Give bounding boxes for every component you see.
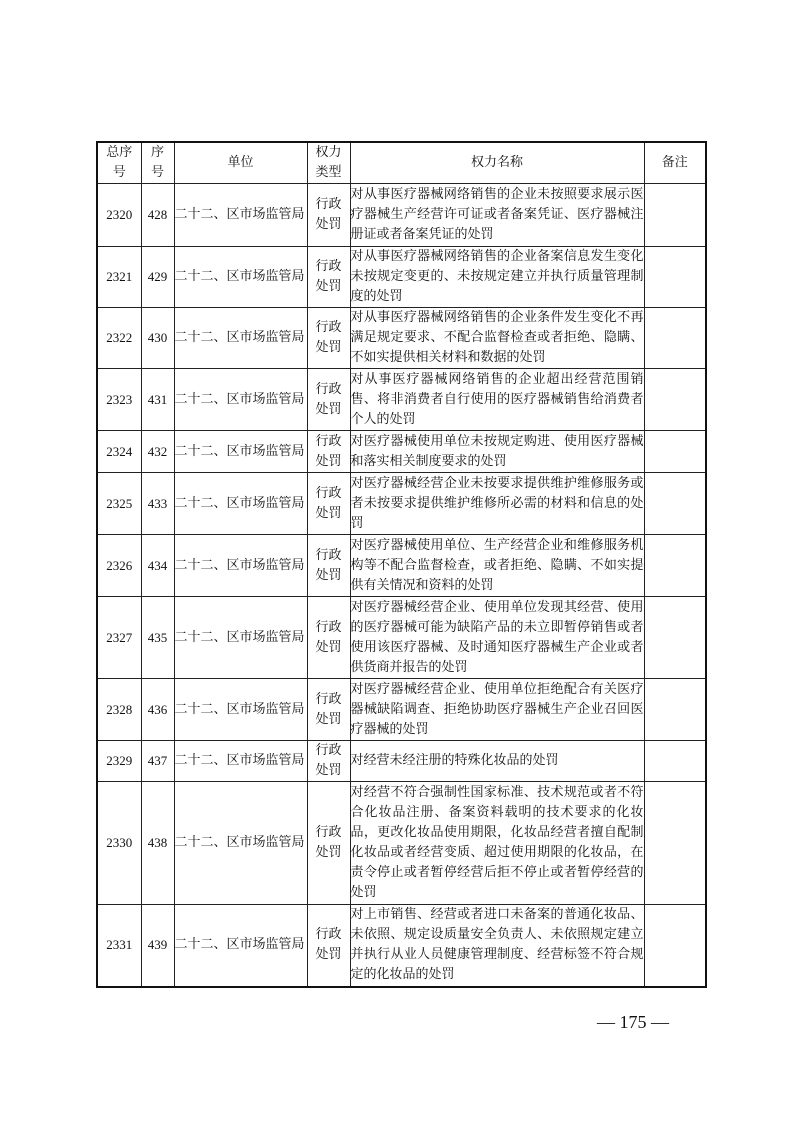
table-row: [97, 473, 706, 535]
cell-power-name: 对医疗器械使用单位未按规定购进、使用医疗器械和落实相关制度要求的处罚: [350, 431, 644, 473]
cell-power-type: 行政处罚: [307, 905, 350, 987]
cell-note: [644, 184, 706, 247]
table-header-row: [97, 142, 706, 184]
cell-power-name: 对从事医疗器械网络销售的企业超出经营范围销售、将非消费者自行使用的医疗器械销售给消费者个人的处罚: [350, 369, 644, 431]
table-row: [97, 184, 706, 247]
cell-unit: 二十二、区市场监管局: [174, 431, 307, 473]
header-seq: 序号: [141, 142, 174, 184]
cell-note: [644, 782, 706, 905]
cell-note: [644, 679, 706, 741]
cell-note: [644, 473, 706, 535]
cell-seq: 438: [141, 782, 174, 905]
cell-power-type: 行政处罚: [307, 597, 350, 679]
cell-seq: 429: [141, 247, 174, 308]
cell-power-type: 行政处罚: [307, 247, 350, 308]
cell-unit: 二十二、区市场监管局: [174, 184, 307, 247]
cell-total-seq: 2320: [97, 184, 141, 247]
cell-note: [644, 597, 706, 679]
cell-power-name: 对经营不符合强制性国家标准、技术规范或者不符合化妆品注册、备案资料载明的技术要求的化妆品，更改化妆品使用期限，化妆品经营者擅自配制化妆品或者经营变质、超过使用期限的化妆品，在责令停止或者暂停经营后拒不停止或者暂停经营的处罚: [350, 782, 644, 905]
cell-seq: 437: [141, 741, 174, 782]
cell-total-seq: 2329: [97, 741, 141, 782]
cell-note: [644, 905, 706, 987]
cell-power-name: 对上市销售、经营或者进口未备案的普通化妆品、未依照、规定设质量安全负责人、未依照规定建立并执行从业人员健康管理制度、经营标签不符合规定的化妆品的处罚: [350, 905, 644, 987]
cell-total-seq: 2322: [97, 308, 141, 369]
cell-note: [644, 535, 706, 597]
cell-power-type: 行政处罚: [307, 473, 350, 535]
cell-unit: 二十二、区市场监管局: [174, 741, 307, 782]
table-row: [97, 369, 706, 431]
cell-seq: 431: [141, 369, 174, 431]
cell-seq: 433: [141, 473, 174, 535]
table-row: [97, 431, 706, 473]
table-row: [97, 679, 706, 741]
cell-power-type: 行政处罚: [307, 369, 350, 431]
header-note: 备注: [644, 142, 706, 184]
cell-seq: 435: [141, 597, 174, 679]
cell-power-name: 对从事医疗器械网络销售的企业未按照要求展示医疗器械生产经营许可证或者备案凭证、医疗器械注册证或者备案凭证的处罚: [350, 184, 644, 247]
header-power-name: 权力名称: [350, 142, 644, 184]
cell-power-name: 对医疗器械经营企业、使用单位发现其经营、使用的医疗器械可能为缺陷产品的未立即暂停销售或者使用该医疗器械、及时通知医疗器械生产企业或者供货商并报告的处罚: [350, 597, 644, 679]
cell-power-name: 对医疗器械经营企业未按要求提供维护维修服务或者未按要求提供维护维修所必需的材料和信息的处罚: [350, 473, 644, 535]
page-number: — 175 —: [597, 1012, 669, 1032]
cell-power-name: 对从事医疗器械网络销售的企业备案信息发生变化未按规定变更的、未按规定建立并执行质量管理制度的处罚: [350, 247, 644, 308]
table-row: [97, 782, 706, 905]
cell-unit: 二十二、区市场监管局: [174, 369, 307, 431]
cell-note: [644, 741, 706, 782]
cell-total-seq: 2323: [97, 369, 141, 431]
cell-seq: 430: [141, 308, 174, 369]
cell-power-name: 对经营未经注册的特殊化妆品的处罚: [350, 741, 644, 782]
cell-seq: 436: [141, 679, 174, 741]
cell-total-seq: 2327: [97, 597, 141, 679]
cell-total-seq: 2326: [97, 535, 141, 597]
cell-unit: 二十二、区市场监管局: [174, 308, 307, 369]
cell-seq: 432: [141, 431, 174, 473]
cell-total-seq: 2321: [97, 247, 141, 308]
cell-total-seq: 2325: [97, 473, 141, 535]
header-power-type: 权力类型: [307, 142, 350, 184]
cell-power-type: 行政处罚: [307, 679, 350, 741]
table-row: [97, 741, 706, 782]
cell-note: [644, 308, 706, 369]
cell-unit: 二十二、区市场监管局: [174, 247, 307, 308]
table-row: [97, 905, 706, 987]
table-row: [97, 247, 706, 308]
cell-note: [644, 431, 706, 473]
cell-power-name: 对医疗器械使用单位、生产经营企业和维修服务机构等不配合监督检查，或者拒绝、隐瞒、不如实提供有关情况和资料的处罚: [350, 535, 644, 597]
cell-total-seq: 2330: [97, 782, 141, 905]
header-unit: 单位: [174, 142, 307, 184]
cell-power-type: 行政处罚: [307, 782, 350, 905]
cell-unit: 二十二、区市场监管局: [174, 535, 307, 597]
cell-seq: 428: [141, 184, 174, 247]
cell-unit: 二十二、区市场监管局: [174, 597, 307, 679]
cell-seq: 434: [141, 535, 174, 597]
cell-power-type: 行政处罚: [307, 431, 350, 473]
cell-unit: 二十二、区市场监管局: [174, 679, 307, 741]
cell-power-type: 行政处罚: [307, 308, 350, 369]
cell-power-type: 行政处罚: [307, 741, 350, 782]
table-row: [97, 308, 706, 369]
header-total-seq: 总序号: [97, 142, 141, 184]
table-row: [97, 597, 706, 679]
cell-seq: 439: [141, 905, 174, 987]
cell-unit: 二十二、区市场监管局: [174, 905, 307, 987]
cell-total-seq: 2328: [97, 679, 141, 741]
cell-unit: 二十二、区市场监管局: [174, 473, 307, 535]
power-list-table: [96, 141, 707, 988]
cell-power-type: 行政处罚: [307, 535, 350, 597]
cell-note: [644, 247, 706, 308]
table-row: [97, 535, 706, 597]
cell-total-seq: 2331: [97, 905, 141, 987]
cell-power-name: 对从事医疗器械网络销售的企业条件发生变化不再满足规定要求、不配合监督检查或者拒绝、隐瞒、不如实提供相关材料和数据的处罚: [350, 308, 644, 369]
cell-power-type: 行政处罚: [307, 184, 350, 247]
cell-power-name: 对医疗器械经营企业、使用单位拒绝配合有关医疗器械缺陷调查、拒绝协助医疗器械生产企业召回医疗器械的处罚: [350, 679, 644, 741]
cell-total-seq: 2324: [97, 431, 141, 473]
cell-note: [644, 369, 706, 431]
cell-unit: 二十二、区市场监管局: [174, 782, 307, 905]
